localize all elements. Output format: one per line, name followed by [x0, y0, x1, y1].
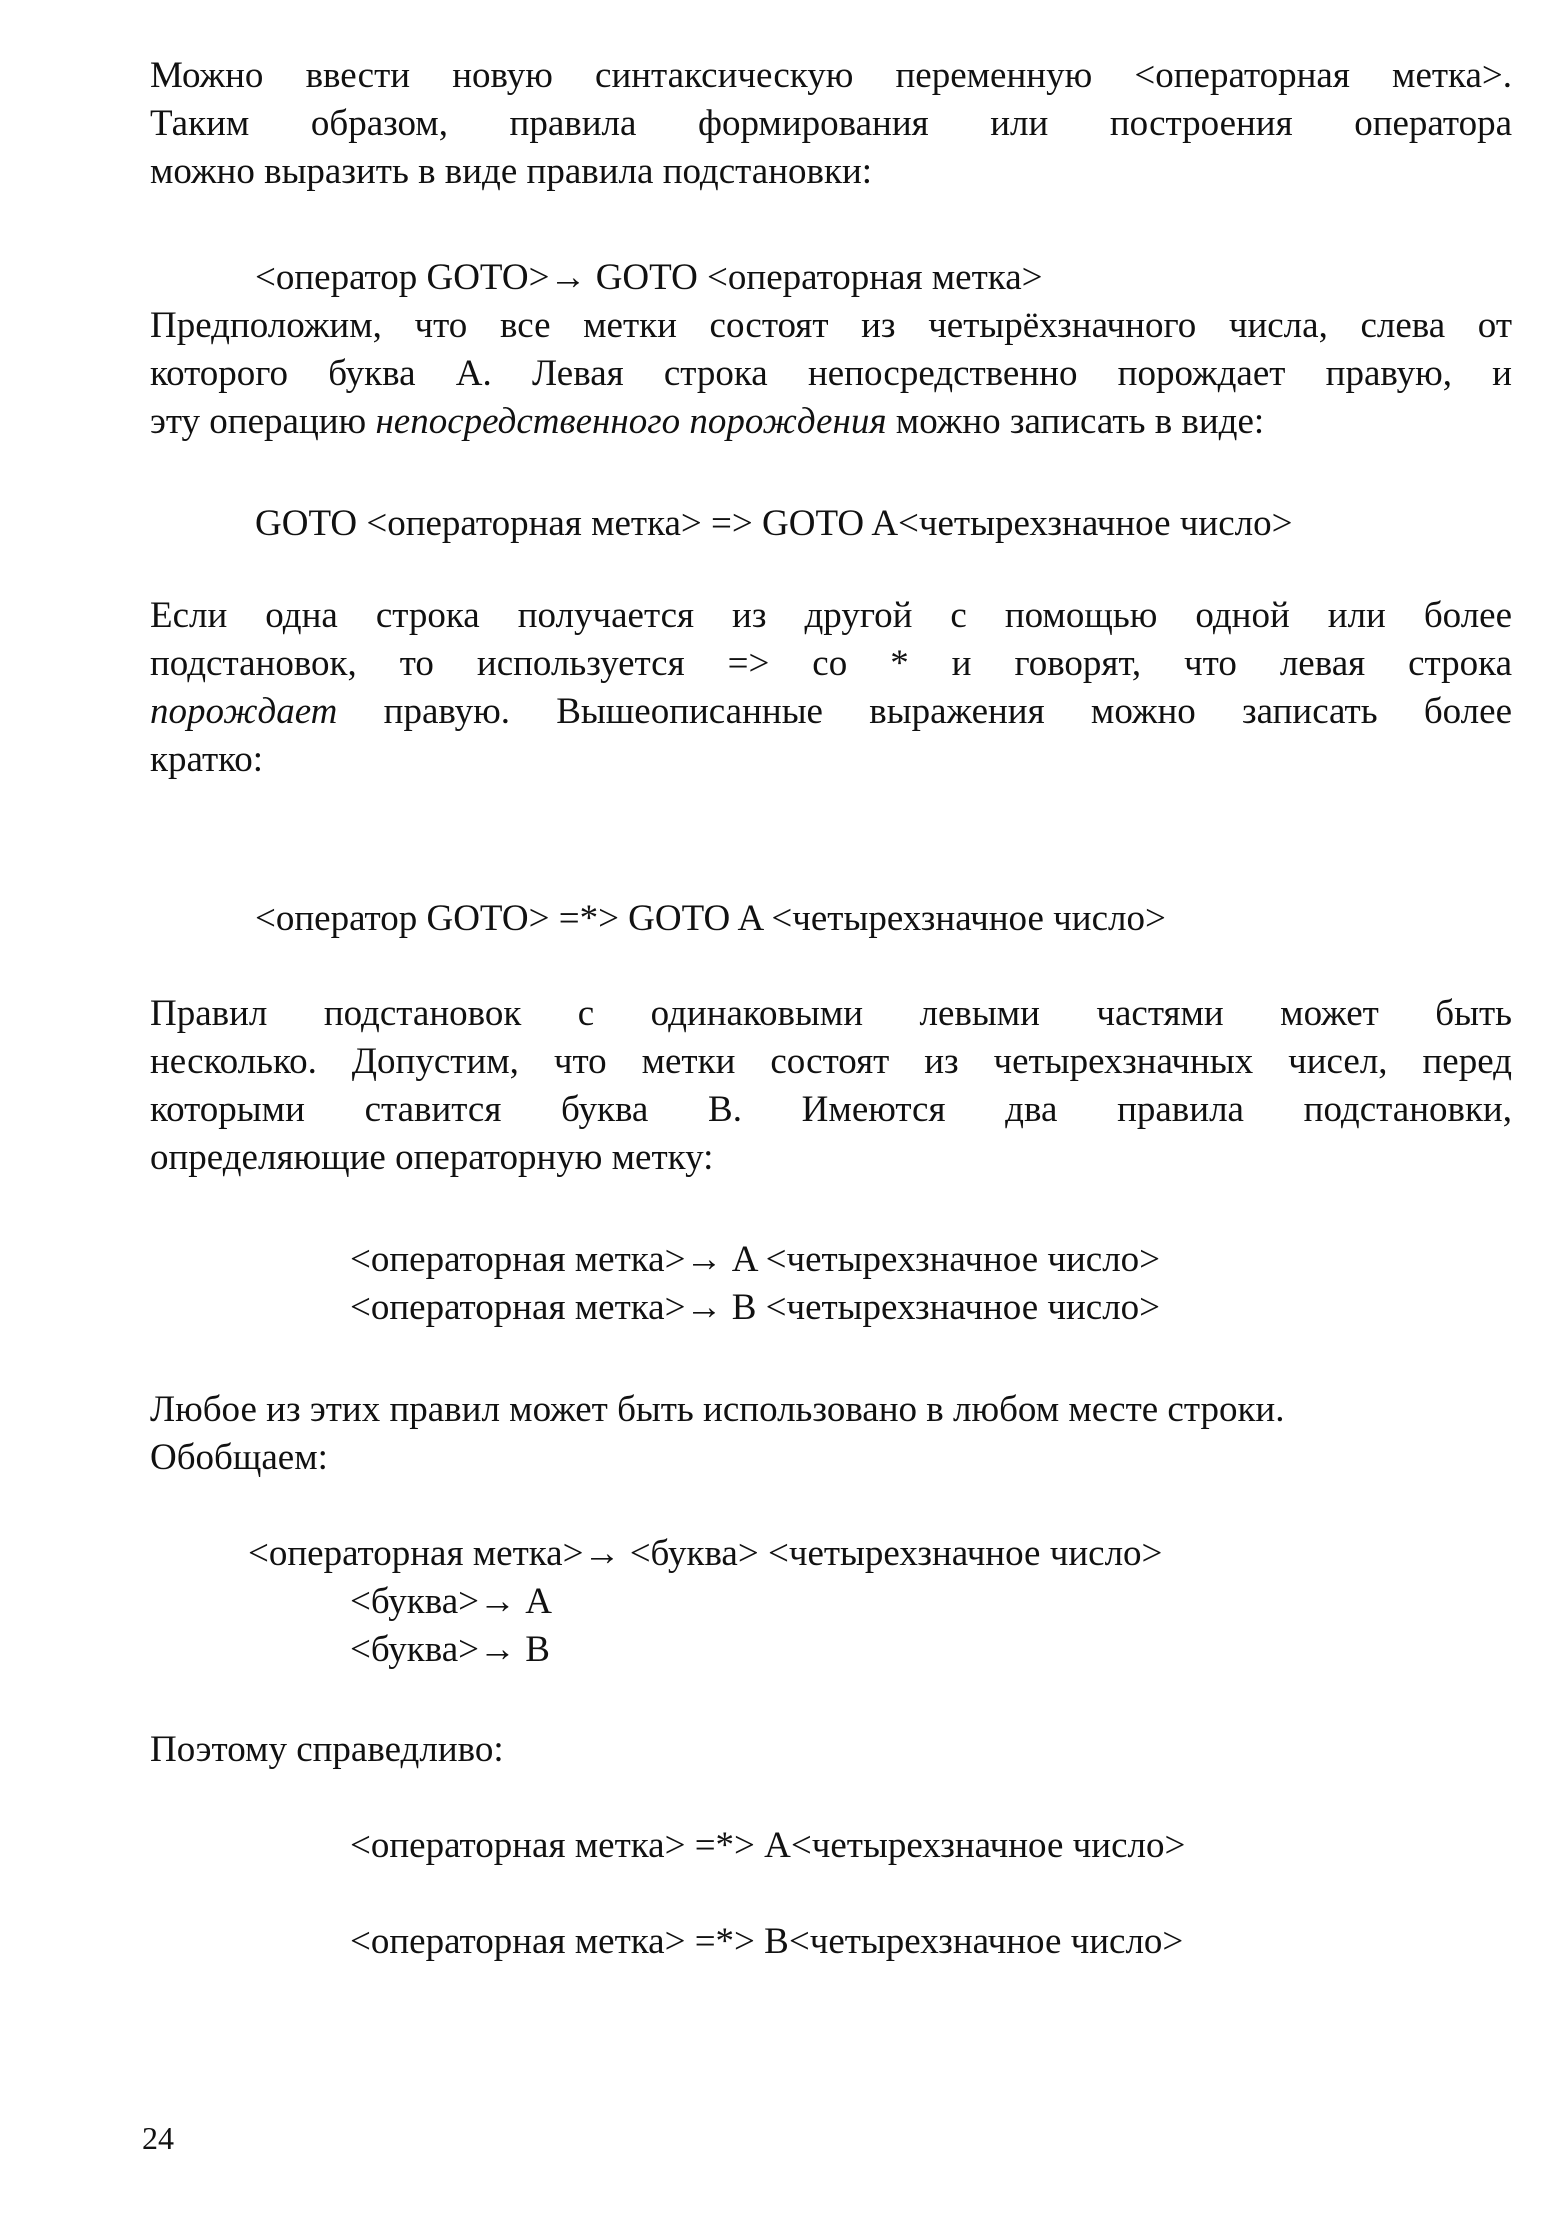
italic-term: непосредственного порождения [375, 401, 887, 442]
text-fragment: правую. Вышеописанные выражения можно записать более [337, 691, 1512, 732]
text-fragment: эту операцию [150, 401, 376, 442]
text-line: которыми ставится буква В. Имеются два правила подстановки, [150, 1089, 1512, 1130]
formula-label-rule-a: <операторная метка>→ A <четырехзначное число> [350, 1239, 1161, 1280]
text-line: Можно ввести новую синтаксическую переменную <операторная метка>. [150, 55, 1512, 96]
formula-direct-derivation: GOTO <операторная метка> => GOTO A<четырехзначное число> [255, 503, 1293, 544]
paragraph-therefore [150, 1726, 1512, 1774]
text-fragment: можно записать в виде: [886, 401, 1265, 442]
formula-goto-rule: <оператор GOTO>→ GOTO <операторная метка> [255, 257, 1043, 298]
formula-derive-a: <операторная метка> =*> A<четырехзначное число> [350, 1825, 1186, 1866]
text-line: Обобщаем: [150, 1437, 328, 1478]
text-line: Правил подстановок с одинаковыми левыми частями может быть [150, 993, 1512, 1034]
formula-general-label: <операторная метка>→ <буква> <четырехзначное число> [248, 1533, 1163, 1574]
page-number: 24 [142, 2120, 174, 2156]
formula-letter-b: <буква>→ B [350, 1629, 550, 1670]
text-line: определяющие операторную метку: [150, 1137, 714, 1178]
text-line: Если одна строка получается из другой с помощью одной или более [150, 595, 1512, 636]
text-line: кратко: [150, 739, 263, 780]
paragraph-intro [150, 52, 1512, 196]
text-line: можно выразить в виде правила подстановки: [150, 151, 873, 192]
paragraph-labels [150, 302, 1512, 446]
paragraph-generalize [150, 1386, 1512, 1482]
formula-goto-derivation: <оператор GOTO> =*> GOTO A <четырехзначное число> [255, 898, 1166, 939]
text-line: Таким образом, правила формирования или построения оператора [150, 103, 1512, 144]
text-line: Предположим, что все метки состоят из четырёхзначного числа, слева от [150, 305, 1512, 346]
text-line [150, 398, 1512, 446]
text-line: несколько. Допустим, что метки состоят из четырехзначных чисел, перед [150, 1041, 1512, 1082]
paragraph-rules [150, 990, 1512, 1182]
paragraph-derivation [150, 592, 1512, 784]
text-line: Любое из этих правил может быть использовано в любом месте строки. [150, 1389, 1285, 1430]
formula-letter-a: <буква>→ A [350, 1581, 553, 1622]
formula-derive-b: <операторная метка> =*> B<четырехзначное число> [350, 1921, 1184, 1962]
text-line: Поэтому справедливо: [150, 1729, 504, 1770]
italic-term: порождает [150, 691, 338, 732]
text-line: которого буква А. Левая строка непосредственно порождает правую, и [150, 353, 1512, 394]
text-line: подстановок, то используется => со * и говорят, что левая строка [150, 643, 1512, 684]
formula-label-rule-b: <операторная метка>→ B <четырехзначное число> [350, 1287, 1161, 1328]
text-line [150, 688, 1512, 736]
